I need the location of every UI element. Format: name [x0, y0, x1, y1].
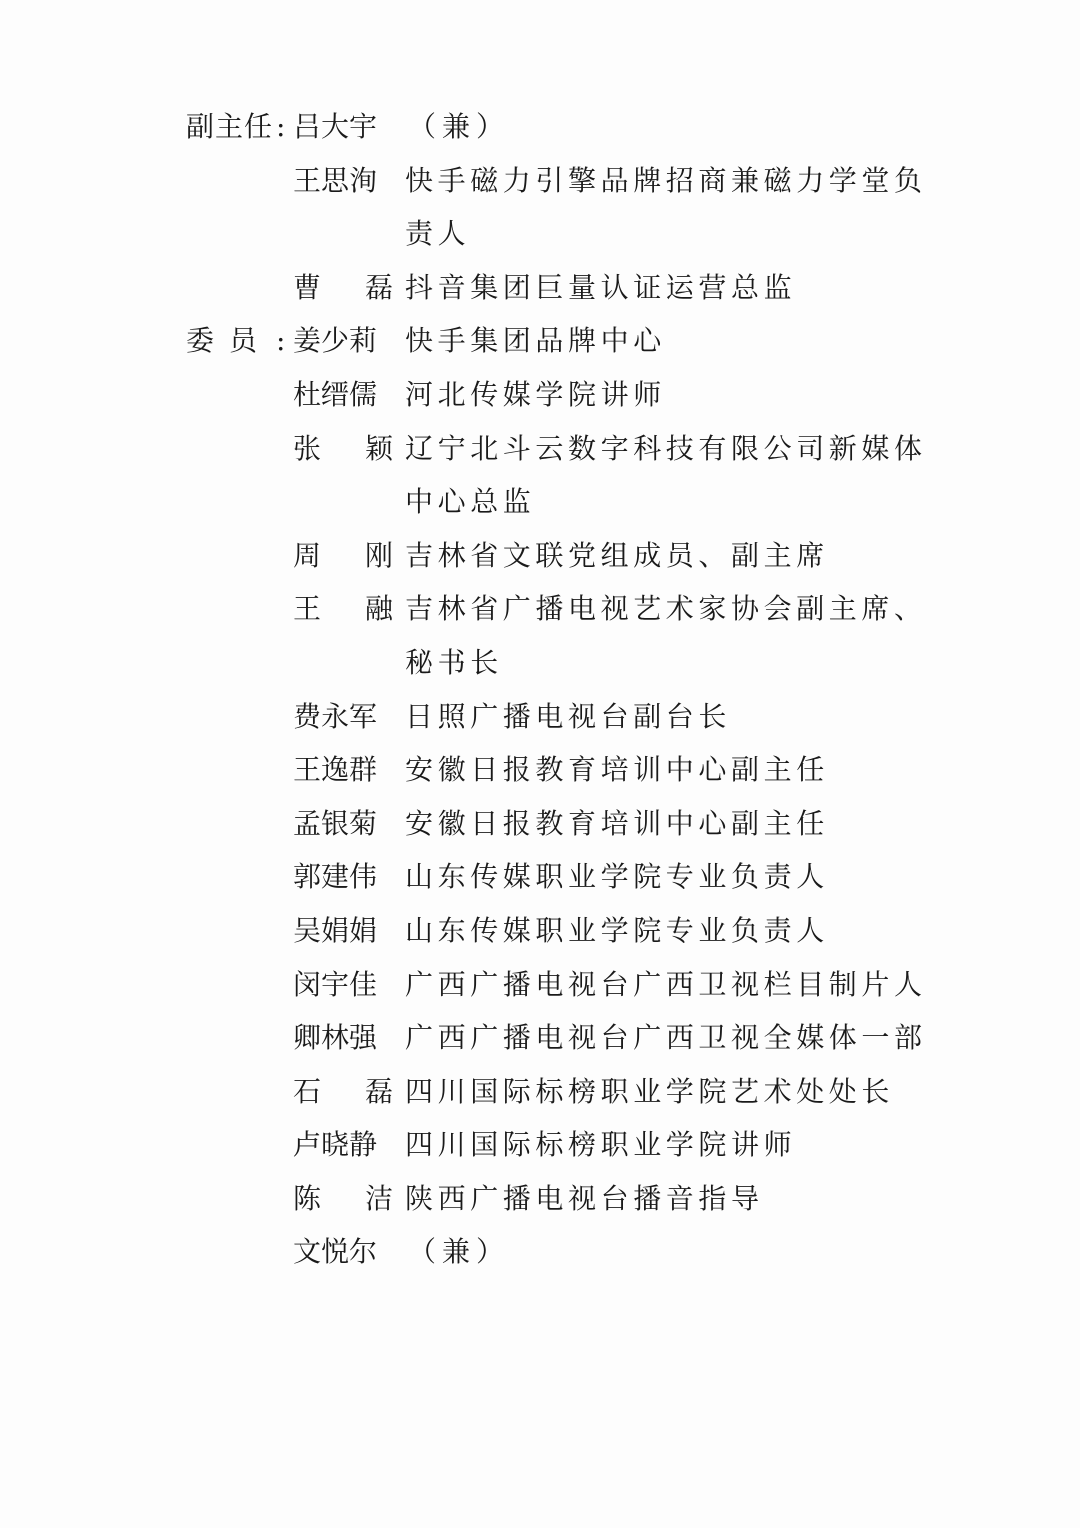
member-name: 文悦尔	[293, 1235, 378, 1269]
roster-row	[0, 958, 1080, 1012]
member-name: 卢晓静	[293, 1128, 378, 1162]
member-title: 广西广播电视台广西卫视栏目制片人	[405, 967, 927, 1001]
member-title: 四川国际标榜职业学院艺术处处长	[405, 1074, 895, 1108]
roster-row-continuation	[0, 207, 1080, 261]
member-title: 四川国际标榜职业学院讲师	[405, 1128, 797, 1162]
member-title: 快手集团品牌中心	[405, 324, 666, 358]
member-name-char: 陈	[293, 1181, 322, 1215]
member-name	[293, 1172, 393, 1226]
member-name	[293, 261, 393, 315]
member-name: 闵宇佳	[293, 967, 378, 1001]
role-colon: :	[276, 110, 286, 143]
roster-row	[0, 690, 1080, 744]
roster-row	[0, 529, 1080, 583]
roster-row-continuation	[0, 475, 1080, 529]
member-name: 郭建伟	[293, 860, 378, 894]
member-name	[293, 1065, 393, 1119]
member-title: 辽宁北斗云数字科技有限公司新媒体	[405, 431, 927, 465]
member-name: 费永军	[293, 699, 378, 733]
roster-row	[0, 1065, 1080, 1119]
member-title: 山东传媒职业学院专业负责人	[405, 860, 829, 894]
roster-row	[0, 904, 1080, 958]
member-title: 抖音集团巨量认证运营总监	[405, 270, 797, 304]
roster-row	[0, 368, 1080, 422]
member-title: 日照广播电视台副台长	[405, 699, 732, 733]
member-title: 河北传媒学院讲师	[405, 377, 666, 411]
roster-row	[0, 850, 1080, 904]
member-name-char: 颖	[364, 431, 393, 465]
member-name: 姜少莉	[293, 324, 378, 358]
member-name: 吴娟娟	[293, 913, 378, 947]
member-title: 安徽日报教育培训中心副主任	[405, 806, 829, 840]
role-colon: :	[276, 324, 286, 358]
role-char: 委	[186, 324, 216, 358]
roster-row	[0, 261, 1080, 315]
roster-row	[0, 1118, 1080, 1172]
member-title: 广西广播电视台广西卫视全媒体一部	[405, 1021, 927, 1055]
member-title: 吉林省广播电视艺术家协会副主席、	[405, 592, 927, 626]
roster-row	[0, 743, 1080, 797]
roster-row	[0, 797, 1080, 851]
member-name: 王思洵	[293, 163, 378, 197]
member-name: 孟银菊	[293, 806, 378, 840]
member-name	[293, 422, 393, 476]
roster-row-continuation	[0, 636, 1080, 690]
roster-row	[0, 1011, 1080, 1065]
member-title: 安徽日报教育培训中心副主任	[405, 753, 829, 787]
roster-row	[0, 314, 1080, 368]
member-name: 卿林强	[293, 1021, 378, 1055]
member-name-char: 磊	[364, 1074, 393, 1108]
committee-roster	[0, 100, 1080, 1279]
member-name	[293, 529, 393, 583]
member-name-char: 王	[293, 592, 322, 626]
member-title: 山东传媒职业学院专业负责人	[405, 913, 829, 947]
role-label-vice-director: 副主任	[186, 110, 274, 143]
member-name: 王逸群	[293, 753, 378, 787]
member-name-char: 刚	[364, 538, 393, 572]
member-name-char: 磊	[364, 270, 393, 304]
member-name: 杜缙儒	[293, 377, 378, 411]
roster-row	[0, 1225, 1080, 1279]
member-name-char: 曹	[293, 270, 322, 304]
member-name-char: 张	[293, 431, 322, 465]
member-title-continuation: 秘书长	[405, 645, 503, 679]
member-title-continuation: 责人	[405, 217, 471, 251]
roster-row	[0, 422, 1080, 476]
role-label-committee	[186, 314, 258, 368]
member-title: 陕西广播电视台播音指导	[405, 1181, 764, 1215]
member-name-char: 融	[364, 592, 393, 626]
member-title: 吉林省文联党组成员、副主席	[405, 538, 829, 572]
member-name-char: 周	[293, 538, 322, 572]
member-note: （兼）	[408, 1235, 511, 1269]
member-name	[293, 582, 393, 636]
roster-row	[0, 154, 1080, 208]
member-name-char: 洁	[364, 1181, 393, 1215]
role-char: 员	[228, 324, 258, 358]
member-name: 吕大宇	[293, 110, 378, 143]
roster-row	[0, 100, 1080, 154]
member-name-char: 石	[293, 1074, 322, 1108]
member-note: （兼）	[408, 110, 511, 143]
member-title-continuation: 中心总监	[405, 485, 536, 519]
member-title: 快手磁力引擎品牌招商兼磁力学堂负	[405, 163, 927, 197]
roster-row	[0, 582, 1080, 636]
roster-row	[0, 1172, 1080, 1226]
